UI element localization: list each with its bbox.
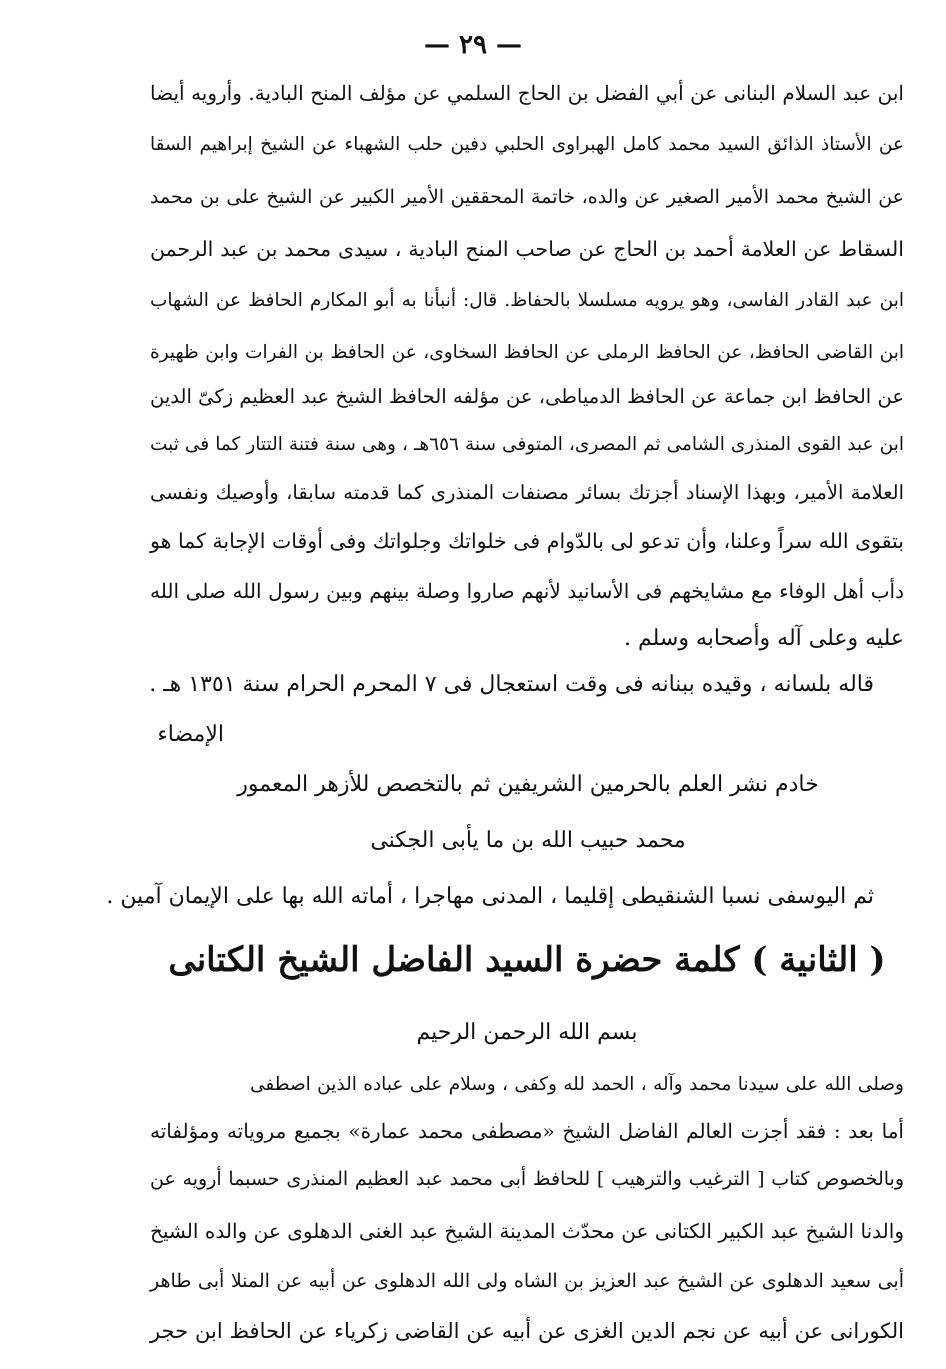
text-line-6: ابن القاضى الحافظ، عن الحافظ الرملى عن الحافظ السخاوى، عن الحافظ بن الفرات وابن ظهيرة (150, 342, 904, 363)
text-line-8: ابن عبد القوى المنذرى الشامى ثم المصرى، المتوفى سنة ٦٥٦هـ ، وهى سنة فتنة التتار كما فى ثبت (150, 434, 904, 455)
bottom-line-6: الكورانى عن أبيه عن نجم الدين الغزى عن أبيه عن القاضى زكرياء عن الحافظ ابن حجر (150, 1319, 904, 1343)
bottom-line-3: وبالخصوص كتاب [ الترغيب والترهيب ] للحافظ أبى محمد عبد العظيم المنذرى حسبما أرويه عن (150, 1168, 904, 1190)
text-line-9: العلامة الأمير، وبهذا الإسناد أجزتك بسائر مصنفات المنذرى كما قدمته سابقا، وأوصيك ونفسى (150, 481, 904, 504)
text-line-1: ابن عبد السلام البنانى عن أبي الفضل بن الحاج السلمي عن مؤلف المنح البادية. وأرويه أيضا (150, 81, 904, 105)
signature-closing: ثم اليوسفى نسبا الشنقيطى إقليما ، المدنى مهاجرا ، أماته الله بها على الإيمان آمين . (106, 884, 874, 909)
signature-title: خادم نشر العلم بالحرمين الشريفين ثم بالتخصص للأزهر المعمور (237, 772, 819, 797)
section-heading: ( الثانية ) كلمة حضرة السيد الفاضل الشيخ الكتانى (168, 940, 886, 980)
bottom-line-5: أبى سعيد الدهلوى عن الشيخ عبد العزيز بن الشاه ولى الله الدهلوى عن أبيه عن المنلا أبى طاهر (150, 1270, 904, 1292)
signature-label: الإمضاء (157, 722, 224, 747)
text-line-12: عليه وعلى آله وأصحابه وسلم . (623, 626, 904, 651)
bottom-line-2: أما بعد : فقد أجزت العالم الفاضل الشيخ «مصطفى محمد عمارة» بجميع مروياته ومؤلفاته (150, 1119, 904, 1143)
text-line-3: عن الشيخ محمد الأمير الصغير عن والده، خاتمة المحققين الأمير الكبير عن الشيخ على بن محمد (150, 186, 904, 208)
text-line-7: عن الحافظ ابن جماعة عن الحافظ الدمياطى، عن مؤلفه الحافظ الشيخ عبد العظيم زكىّ الدين (150, 385, 904, 408)
dictation-note: قاله بلسانه ، وقيده ببنانه فى وقت استعجال فى ٧ المحرم الحرام سنة ١٣٥١ هـ . (149, 672, 874, 697)
text-line-5: ابن عبد القادر الفاسى، وهو يرويه مسلسلا بالحفاظ. قال: أنبأنا به أبو المكارم الحافظ عن الشهاب (150, 290, 904, 311)
text-line-2: عن الأستاذ الذائق السيد محمد كامل الهبراوى الحلبي دفين حلب الشهباء عن الشيخ إبراهيم السقا (150, 134, 904, 155)
bottom-line-1: وصلى الله على سيدنا محمد وآله ، الحمد لله وكفى ، وسلام على عباده الذين اصطفى (250, 1074, 904, 1095)
text-line-11: دأب أهل الوفاء مع مشايخهم فى الأسانيد لأنهم صاروا وصلة بينهم وبين رسول الله صلى الله (150, 579, 904, 603)
text-line-10: بتقوى الله سراً وعلنا، وأن تدعو لى بالدّوام فى خلواتك وجلواتك وفى أوقات الإجابة كما هو (150, 529, 904, 553)
basmala: بسم الله الرحمن الرحيم (416, 1020, 638, 1045)
page-number: — ٢٩ — (423, 30, 523, 60)
signature-name: محمد حبيب الله بن ما يأبى الجكنى (370, 828, 686, 853)
text-line-4: السقاط عن العلامة أحمد بن الحاج عن صاحب المنح البادية ، سيدى محمد بن عبد الرحمن (150, 237, 904, 261)
bottom-line-4: والدنا الشيخ عبد الكبير الكتانى عن محدّث المدينة الشيخ عبد الغنى الدهلوى عن والده الشيخ (150, 1219, 904, 1243)
